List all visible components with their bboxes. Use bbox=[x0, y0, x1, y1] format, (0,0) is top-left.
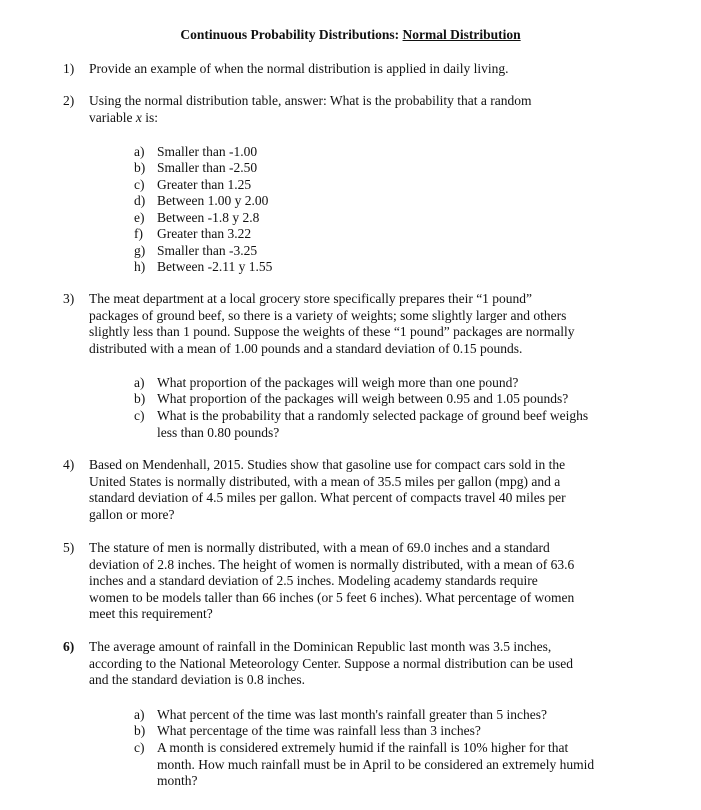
question-5 bbox=[63, 540, 659, 623]
question-text-line: women to be models taller than 66 inches (or 5 feet 6 inches). What percentage of women bbox=[89, 589, 575, 605]
question-number: 2) bbox=[63, 93, 75, 108]
question-2-item: d) Between 1.00 y 2.00 bbox=[134, 193, 269, 208]
question-text-line: distributed with a mean of 1.00 pounds and a standard deviation of 0.15 pounds. bbox=[89, 340, 523, 356]
question-number: 4) bbox=[63, 457, 75, 472]
question-2-item: e) Between -1.8 y 2.8 bbox=[134, 210, 260, 225]
question-text-line: Based on Mendenhall, 2015. Studies show that gasoline use for compact cars sold in the bbox=[89, 457, 566, 472]
question-text-line: United States is normally distributed, with a mean of 35.5 miles per gallon (mpg) and a bbox=[89, 473, 561, 489]
question-text-line: inches and a standard deviation of 2.5 inches. Modeling academy standards require bbox=[89, 573, 538, 588]
question-text-line: slightly less than 1 pound. Suppose the weights of these “1 pound” packages are normally bbox=[89, 324, 575, 339]
question-number: 1) bbox=[63, 61, 75, 76]
question-text: Provide an example of when the normal distribution is applied in daily living. bbox=[89, 61, 509, 76]
question-text-line: The average amount of rainfall in the Dominican Republic last month was 3.5 inches, bbox=[89, 639, 552, 654]
question-text-line: packages of ground beef, so there is a variety of weights; some slightly larger and others bbox=[89, 307, 567, 323]
question-text-line: according to the National Meteorology Center. Suppose a normal distribution can be used bbox=[89, 655, 574, 671]
question-text-line: gallon or more? bbox=[89, 506, 175, 522]
question-text-line: and the standard deviation is 0.8 inches. bbox=[89, 672, 305, 687]
question-2-item: f) Greater than 3.22 bbox=[134, 226, 252, 241]
question-text-line: Using the normal distribution table, answer: What is the probability that a random bbox=[89, 93, 532, 108]
question-6 bbox=[63, 639, 659, 689]
question-6-item: c) A month is considered extremely humid if the rainfall is 10% higher for that month. How much rainfall must be in April to be considered an extremely humid month? bbox=[134, 740, 595, 788]
question-1 bbox=[63, 61, 659, 78]
question-6-item: b) What percentage of the time was rainfall less than 3 inches? bbox=[134, 723, 481, 738]
question-text-line: The meat department at a local grocery store specifically prepares their “1 pound” bbox=[89, 291, 533, 306]
question-text-line: deviation of 2.8 inches. The height of women is normally distributed, with a mean of 63.6 bbox=[89, 556, 575, 572]
question-2-item: b) Smaller than -2.50 bbox=[134, 160, 258, 175]
question-2-item: c) Greater than 1.25 bbox=[134, 177, 252, 192]
question-4 bbox=[63, 457, 659, 523]
question-3 bbox=[63, 291, 659, 357]
question-number: 5) bbox=[63, 540, 75, 555]
question-3-item: a) What proportion of the packages will weigh more than one pound? bbox=[134, 375, 519, 390]
question-text-line: standard deviation of 4.5 miles per gallon. What percent of compacts travel 40 miles per bbox=[89, 490, 566, 505]
title-prefix: Continuous Probability Distributions: bbox=[180, 27, 403, 42]
question-2 bbox=[63, 93, 659, 126]
question-3-item: b) What proportion of the packages will weigh between 0.95 and 1.05 pounds? bbox=[134, 391, 569, 406]
question-2-item: h) Between -2.11 y 1.55 bbox=[134, 259, 273, 274]
question-text-line: The stature of men is normally distributed, with a mean of 69.0 inches and a standard bbox=[89, 540, 550, 555]
question-text-line: variable x is: bbox=[89, 109, 158, 125]
question-2-item: g) Smaller than -3.25 bbox=[134, 243, 258, 258]
question-number: 3) bbox=[63, 291, 75, 306]
question-number: 6) bbox=[63, 639, 75, 654]
question-6-item: a) What percent of the time was last month's rainfall greater than 5 inches? bbox=[134, 707, 548, 722]
question-text-line: meet this requirement? bbox=[89, 606, 213, 621]
question-2-item: a) Smaller than -1.00 bbox=[134, 144, 258, 159]
variable-x: x bbox=[135, 109, 142, 125]
question-3-item: c) What is the probability that a randomly selected package of ground beef weighs less than 0.80 pounds? bbox=[134, 408, 589, 440]
title-underlined: Normal Distribution bbox=[402, 27, 521, 42]
page-title bbox=[0, 27, 701, 44]
